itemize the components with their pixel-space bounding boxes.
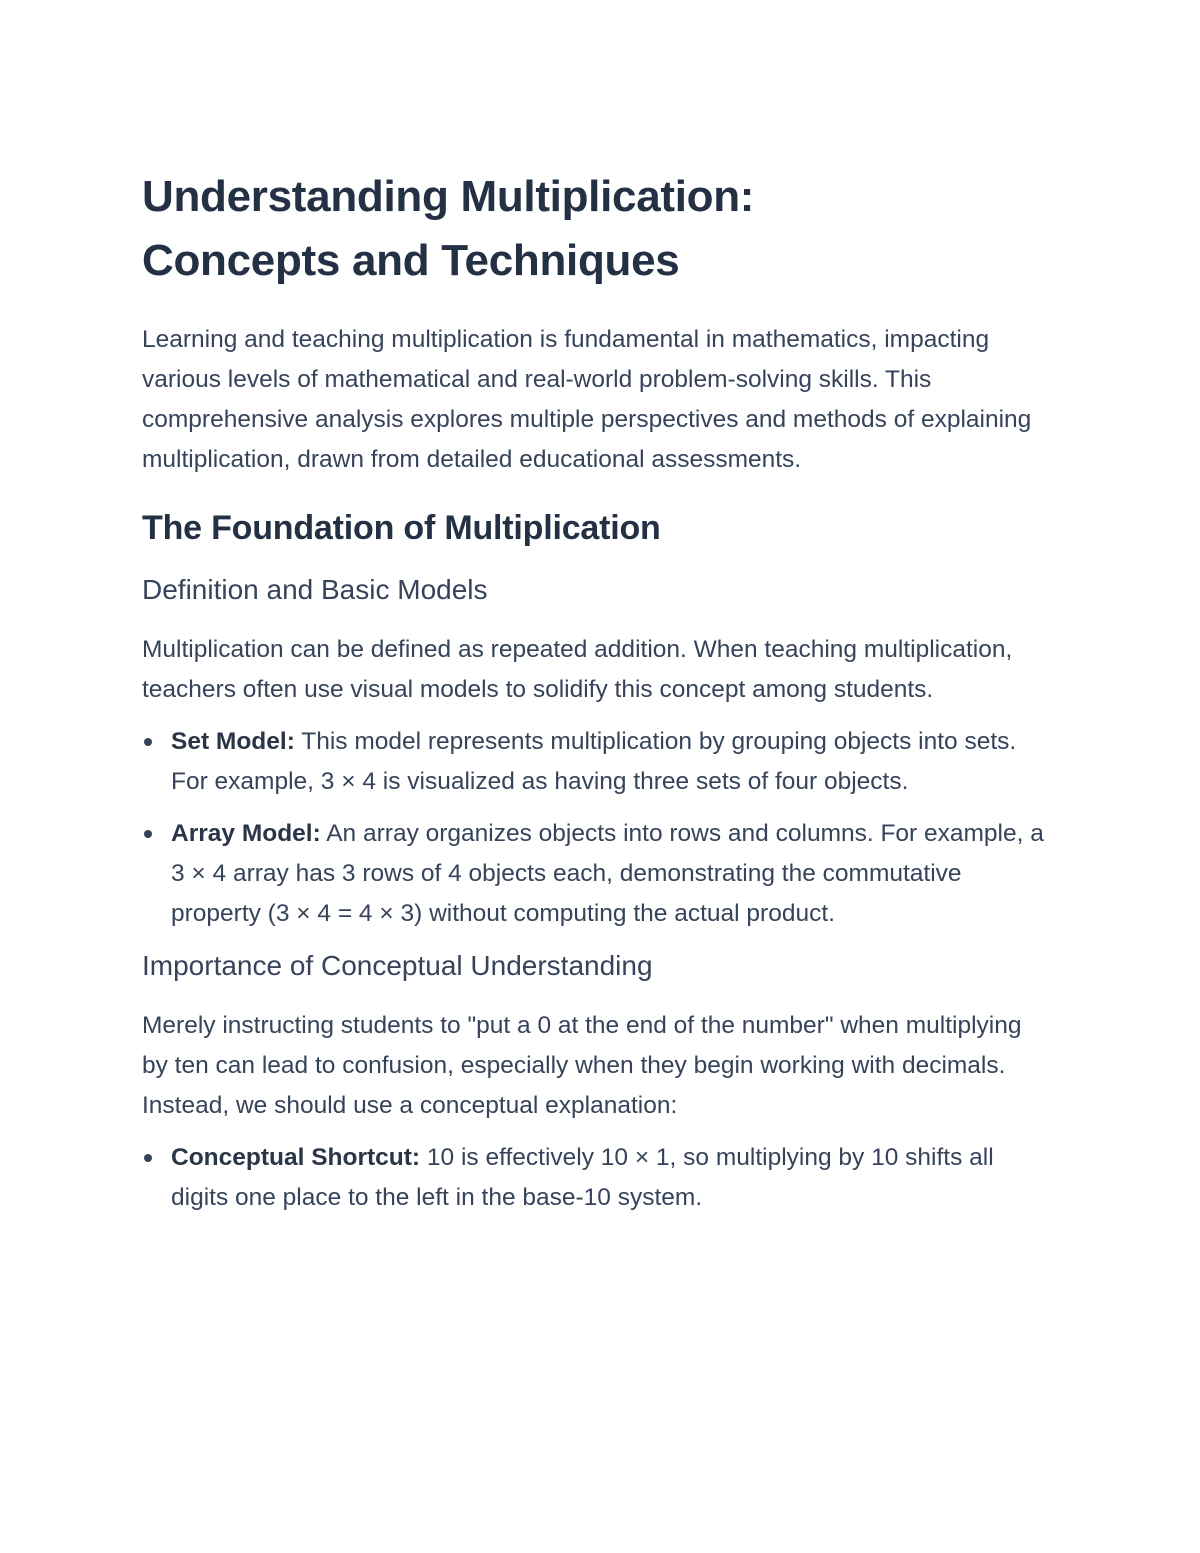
intro-paragraph: Learning and teaching multiplication is fundamental in mathematics, impacting various levels of mathematical and real-world problem-solving skills. This comprehensive analysis explores multiple perspectives and methods of explaining multiplication, drawn from detailed educational assessments. — [142, 326, 1032, 473]
bullet-text: This model represents multiplication by grouping objects into sets. For example, 3 × 4 is visualized as having three sets of four objects. — [171, 728, 1017, 795]
document-title — [142, 165, 1047, 293]
bullet-text: An array organizes objects into rows and columns. For example, a 3 × 4 array has 3 rows of 4 objects each, demonstrating the commutative property (3 × 4 = 4 × 3) without computing the actual product. — [171, 820, 1044, 927]
section-heading: The Foundation of Multiplication — [142, 509, 661, 547]
bullet-term: Set Model: — [171, 728, 295, 755]
bullet-text: 10 is effectively 10 × 1, so multiplying by 10 shifts all digits one place to the left in the base-10 system. — [171, 1144, 994, 1211]
shortcut-list — [142, 1138, 1047, 1218]
list-item-conceptual-shortcut — [142, 1138, 1047, 1218]
subsection-heading-importance: Importance of Conceptual Understanding — [142, 950, 653, 981]
bullet-dot-icon — [144, 830, 152, 838]
subsection-heading-definition: Definition and Basic Models — [142, 574, 488, 605]
models-list — [142, 722, 1047, 934]
list-item-array-model — [142, 814, 1047, 934]
definition-paragraph: Multiplication can be defined as repeated addition. When teaching multiplication, teachers often use visual models to solidify this concept among students. — [142, 636, 1013, 703]
document-page — [142, 165, 1047, 1230]
list-item-set-model — [142, 722, 1047, 802]
bullet-term: Array Model: — [171, 820, 321, 847]
bullet-dot-icon — [144, 1154, 152, 1162]
bullet-dot-icon — [144, 738, 152, 746]
title-line-1: Understanding Multiplication: — [142, 172, 755, 221]
bullet-term: Conceptual Shortcut: — [171, 1144, 421, 1171]
title-line-2: Concepts and Techniques — [142, 236, 680, 285]
importance-paragraph: Merely instructing students to "put a 0 at the end of the number" when multiplying by ten can lead to confusion, especially when they begin working with decimals. Instead, we should use a conceptual explanation: — [142, 1012, 1022, 1119]
